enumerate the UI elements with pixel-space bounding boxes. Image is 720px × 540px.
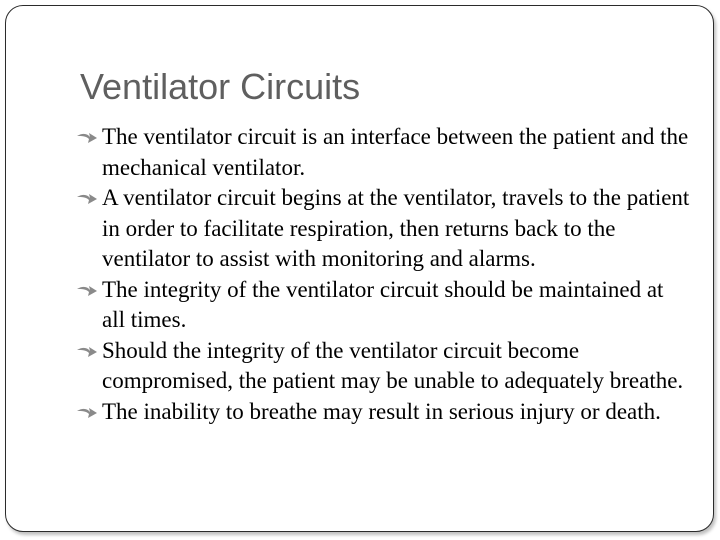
- bullet-text: The ventilator circuit is an interface between the patient and the mechanical ventilator.: [102, 124, 689, 180]
- bullet-item: [102, 275, 692, 336]
- arrow-bullet-icon: [76, 397, 100, 427]
- arrow-bullet-icon: [76, 336, 100, 366]
- bullet-item: [102, 397, 692, 428]
- bullet-text: Should the integrity of the ventilator circuit become compromised, the patient may be unable to adequately breathe.: [102, 337, 684, 393]
- slide-title: Ventilator Circuits: [80, 66, 361, 107]
- slide: [5, 5, 714, 532]
- bullet-text: The integrity of the ventilator circuit should be maintained at all times.: [102, 276, 664, 332]
- bullet-text: A ventilator circuit begins at the ventilator, travels to the patient in order to facilitate respiration, then returns back to the ventilator to assist with monitoring and alarms.: [102, 185, 690, 271]
- bullet-item: [102, 336, 692, 397]
- bullet-list: [102, 122, 692, 427]
- arrow-bullet-icon: [76, 275, 100, 305]
- arrow-bullet-icon: [76, 183, 100, 213]
- bullet-text: The inability to breathe may result in serious injury or death.: [102, 398, 661, 424]
- arrow-bullet-icon: [76, 122, 100, 152]
- bullet-item: [102, 183, 692, 275]
- bullet-item: [102, 122, 692, 183]
